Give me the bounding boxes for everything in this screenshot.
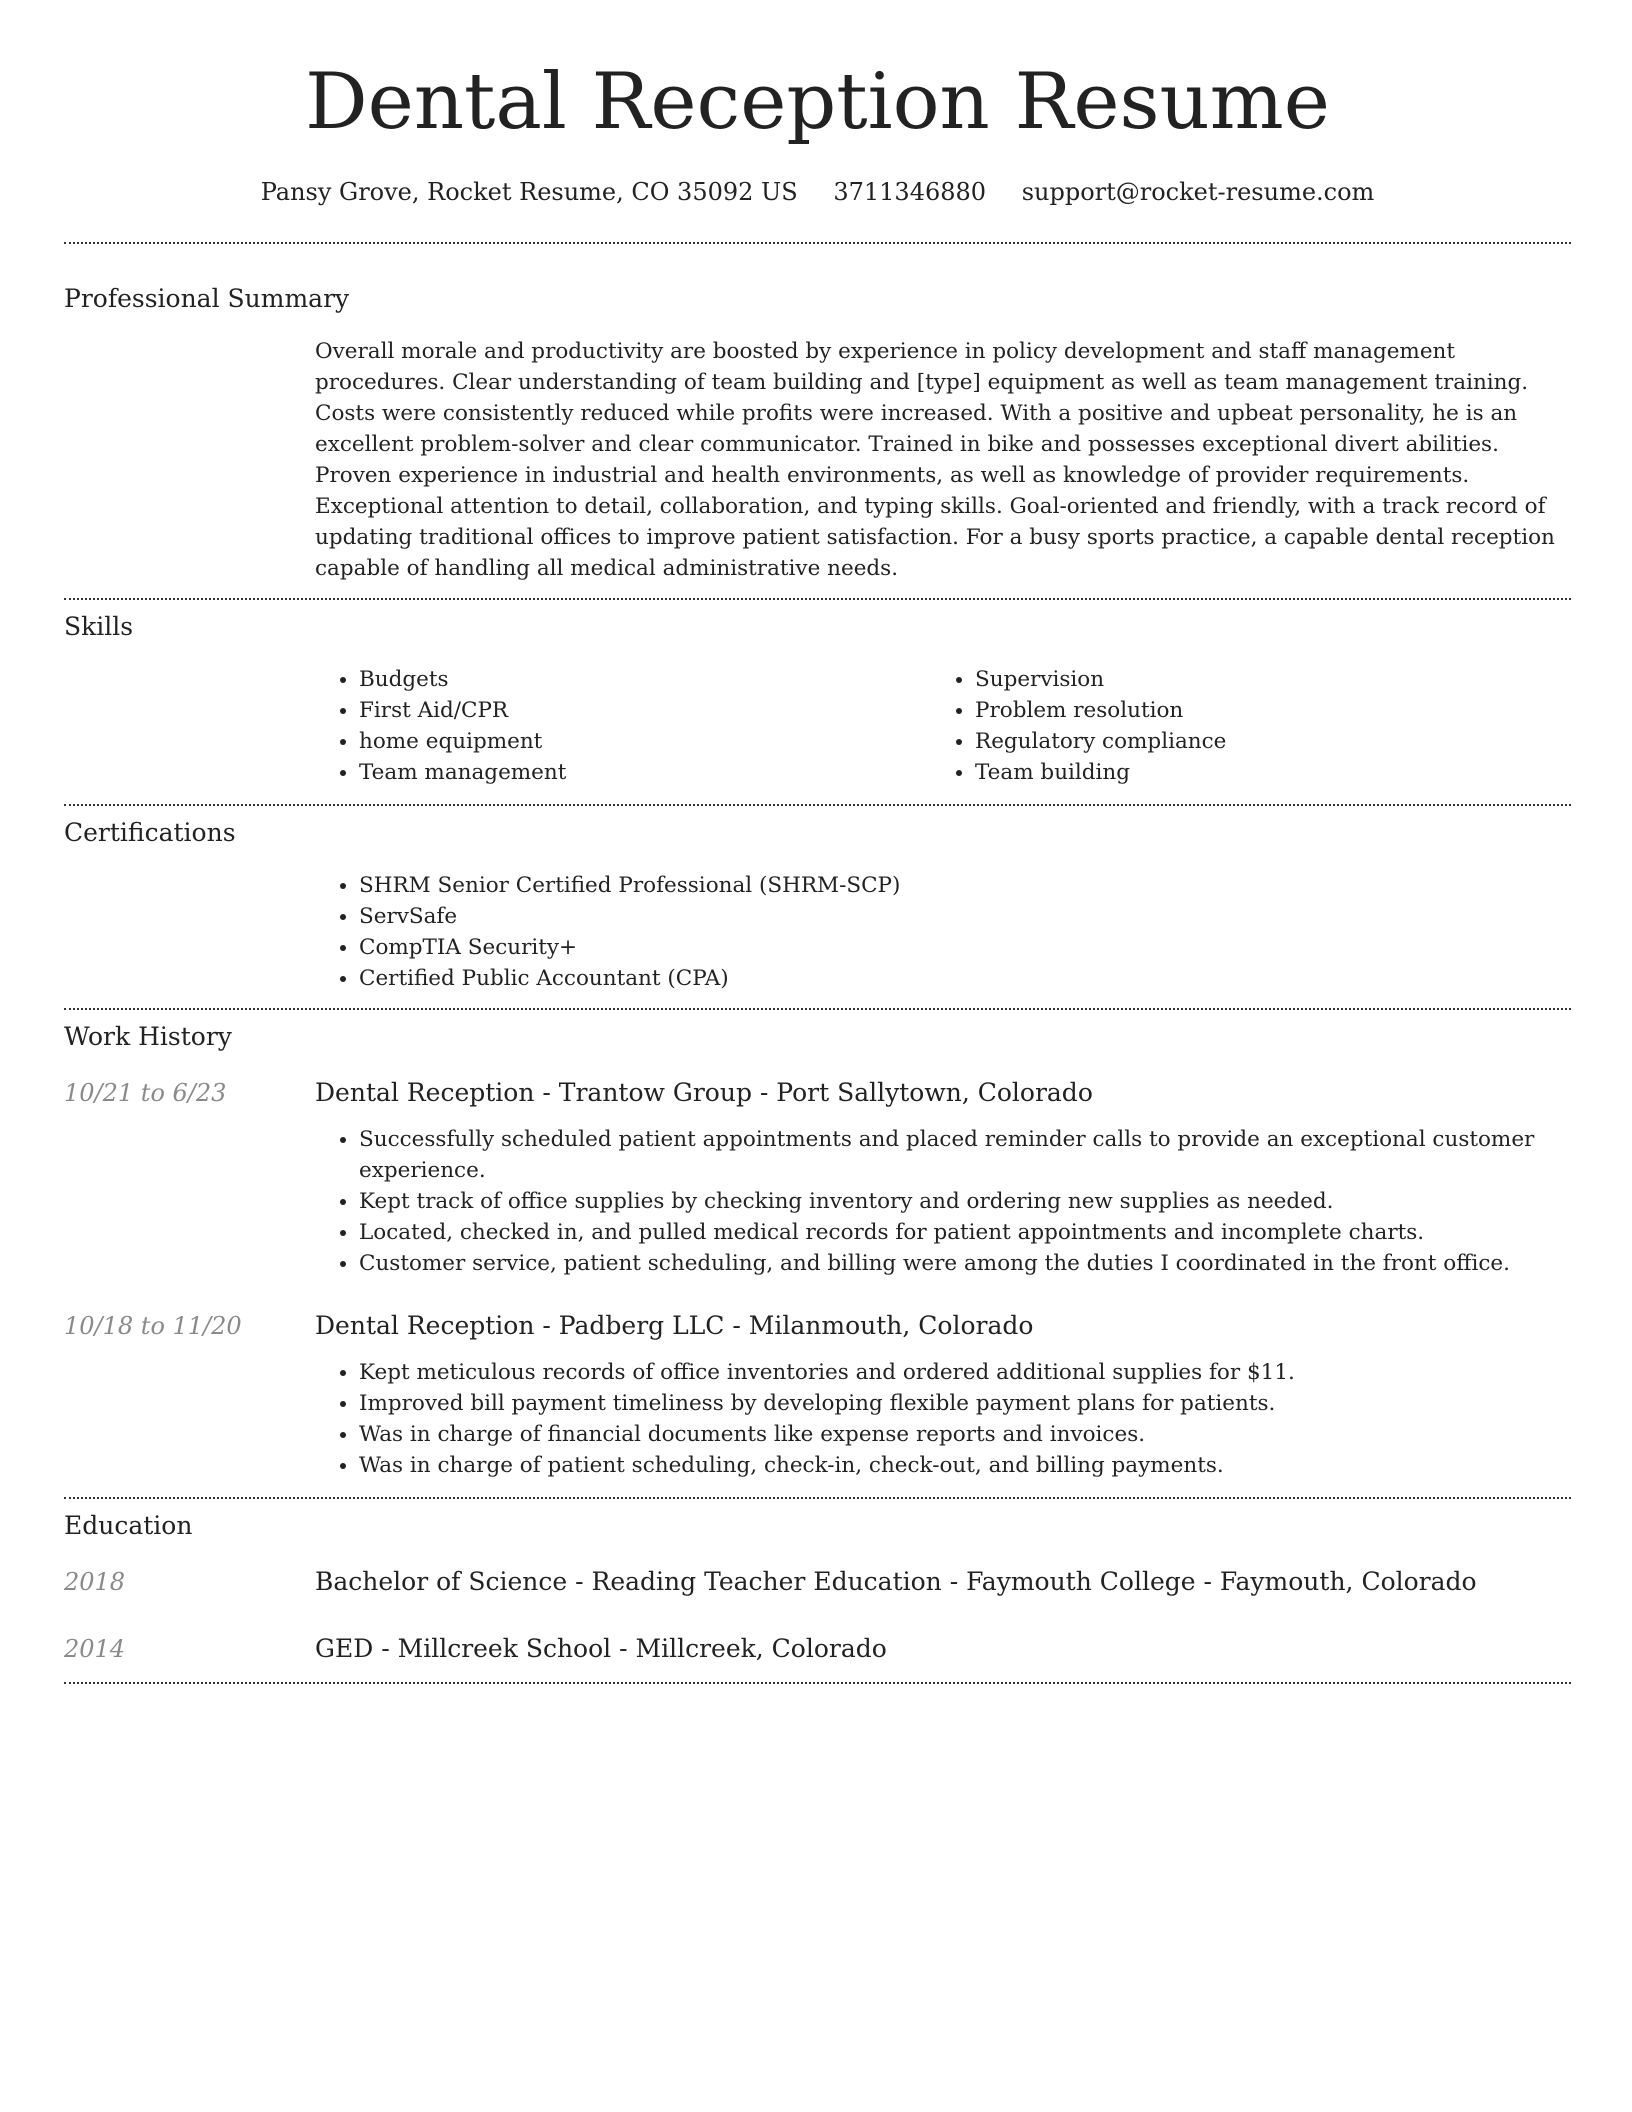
section-heading: Professional Summary bbox=[64, 284, 350, 313]
job-position: Dental Reception bbox=[315, 1078, 535, 1107]
contact-line bbox=[64, 176, 1571, 208]
section-heading: Work History bbox=[64, 1022, 232, 1051]
certification-item: • CompTIA Security+ bbox=[359, 932, 1571, 963]
job-bullet: • Improved bill payment timeliness by developing flexible payment plans for patients. bbox=[359, 1388, 1571, 1419]
skills-column-left bbox=[315, 664, 931, 788]
job-bullet: • Was in charge of financial documents like expense reports and invoices. bbox=[359, 1419, 1571, 1450]
skill-item: • Team building bbox=[975, 757, 1547, 788]
education-school: - Millcreek, Colorado bbox=[611, 1634, 887, 1663]
skill-item: • First Aid/CPR bbox=[359, 695, 931, 726]
job-bullets bbox=[315, 1357, 1571, 1481]
resume-page bbox=[64, 0, 1571, 1684]
skill-item: • home equipment bbox=[359, 726, 931, 757]
education-entry bbox=[64, 1565, 1571, 1599]
page-title: Dental Reception Resume bbox=[305, 57, 1330, 147]
skill-item: • Regulatory compliance bbox=[975, 726, 1547, 757]
education-title bbox=[315, 1565, 1571, 1599]
job-dates: 10/18 to 11/20 bbox=[64, 1312, 242, 1340]
education-section bbox=[64, 1499, 1571, 1666]
skill-item: • Team management bbox=[359, 757, 931, 788]
work-history-section bbox=[64, 1010, 1571, 1481]
skill-item: • Budgets bbox=[359, 664, 931, 695]
summary-section bbox=[64, 244, 1571, 584]
job-bullet: • Kept track of office supplies by checking inventory and ordering new supplies as needed. bbox=[359, 1186, 1571, 1217]
certification-item: • ServSafe bbox=[359, 901, 1571, 932]
education-school: - Faymouth College - Faymouth, Colorado bbox=[941, 1567, 1477, 1596]
education-title bbox=[315, 1632, 1571, 1666]
skills-section bbox=[64, 600, 1571, 788]
contact-address: Pansy Grove, Rocket Resume, CO 35092 US bbox=[260, 178, 798, 206]
job-bullet: • Customer service, patient scheduling, and billing were among the duties I coordinated in the front office. bbox=[359, 1248, 1571, 1279]
skills-list bbox=[315, 664, 1571, 788]
job-bullet: • Located, checked in, and pulled medical records for patient appointments and incomplete charts. bbox=[359, 1217, 1571, 1248]
certifications-section bbox=[64, 806, 1571, 994]
skill-item: • Supervision bbox=[975, 664, 1547, 695]
contact-phone: 3711346880 bbox=[833, 178, 987, 206]
job-title bbox=[315, 1076, 1571, 1110]
job-details bbox=[315, 1309, 1571, 1481]
section-heading: Certifications bbox=[64, 818, 236, 847]
job-employer: - Trantow Group - Port Sallytown, Colorado bbox=[534, 1078, 1093, 1107]
certifications-list bbox=[315, 870, 1571, 994]
contact-email: support@rocket-resume.com bbox=[1021, 178, 1375, 206]
job-bullets bbox=[315, 1124, 1571, 1279]
job-entry bbox=[64, 1076, 1571, 1279]
job-bullet: • Was in charge of patient scheduling, check-in, check-out, and billing payments. bbox=[359, 1450, 1571, 1481]
divider bbox=[64, 1682, 1571, 1684]
job-details bbox=[315, 1076, 1571, 1279]
skill-item: • Problem resolution bbox=[975, 695, 1547, 726]
education-degree: GED - Millcreek School bbox=[315, 1634, 612, 1663]
job-title bbox=[315, 1309, 1571, 1343]
summary-text: Overall morale and productivity are boosted by experience in policy development and staff management procedures. Clear understanding of team building and [type] equipment as well as team management training. Costs were consistently reduced while profits were increased. With a positive and upbeat personality, he is an excellent problem-solver and clear communicator. Trained in bike and possesses exceptional divert abilities. Proven experience in industrial and health environments, as well as knowledge of provider requirements. Exceptional attention to detail, collaboration, and typing skills. Goal-oriented and friendly, with a track record of updating traditional offices to improve patient satisfaction. For a busy sports practice, a capable dental reception capable of handling all medical administrative needs. bbox=[315, 339, 1555, 581]
job-bullet: • Kept meticulous records of office inventories and ordered additional supplies for $11. bbox=[359, 1357, 1571, 1388]
education-year: 2018 bbox=[64, 1568, 126, 1596]
certification-item: • SHRM Senior Certified Professional (SHRM-SCP) bbox=[359, 870, 1571, 901]
education-degree: Bachelor of Science - Reading Teacher Education bbox=[315, 1567, 942, 1596]
job-employer: - Padberg LLC - Milanmouth, Colorado bbox=[534, 1311, 1034, 1340]
skills-column-right bbox=[931, 664, 1547, 788]
education-entry bbox=[64, 1632, 1571, 1666]
section-heading: Education bbox=[64, 1511, 193, 1540]
certification-item: • Certified Public Accountant (CPA) bbox=[359, 963, 1571, 994]
section-heading: Skills bbox=[64, 612, 134, 641]
job-position: Dental Reception bbox=[315, 1311, 535, 1340]
job-entry bbox=[64, 1309, 1571, 1481]
job-bullet: • Successfully scheduled patient appointments and placed reminder calls to provide an exceptional customer experience. bbox=[359, 1124, 1571, 1186]
education-year: 2014 bbox=[64, 1635, 126, 1663]
job-dates: 10/21 to 6/23 bbox=[64, 1079, 227, 1107]
